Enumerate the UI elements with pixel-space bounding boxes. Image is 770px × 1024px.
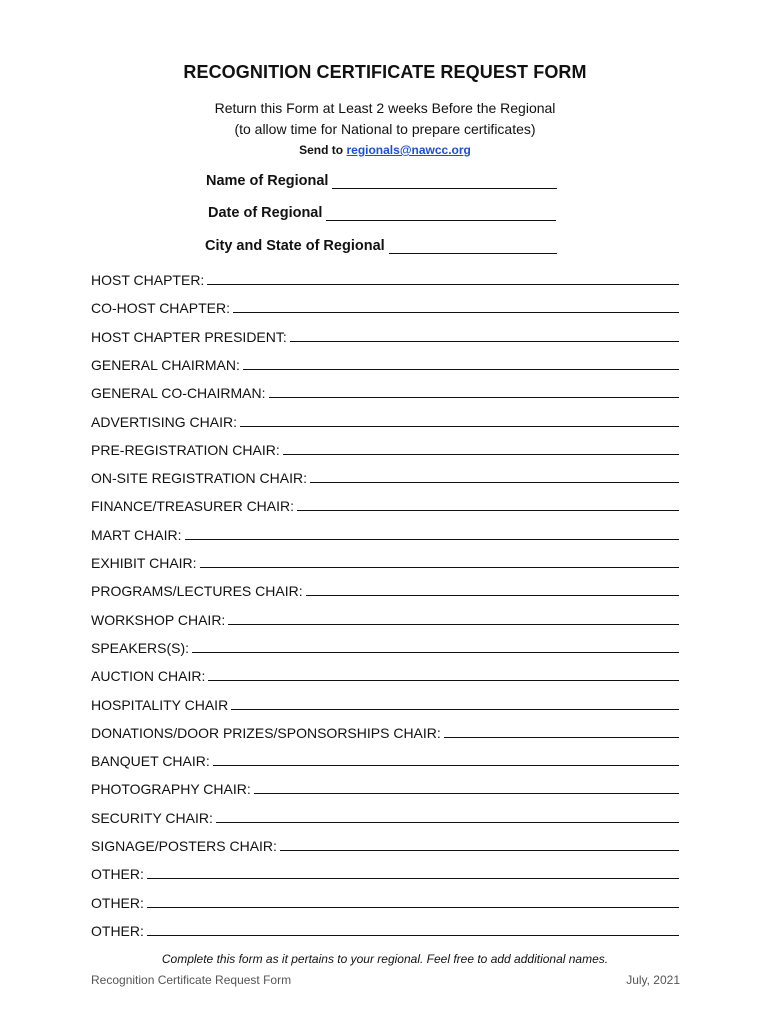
role-row <box>91 749 679 769</box>
role-row <box>91 296 679 316</box>
role-input[interactable] <box>207 283 679 285</box>
role-row <box>91 325 679 345</box>
role-label: MART CHAIR: <box>91 526 182 543</box>
role-label: ADVERTISING CHAIR: <box>91 413 237 430</box>
role-label: GENERAL CHAIRMAN: <box>91 356 240 373</box>
role-label: SIGNAGE/POSTERS CHAIR: <box>91 838 277 854</box>
role-row <box>91 438 679 458</box>
regional-location-label: City and State of Regional <box>205 238 385 254</box>
role-label: OTHER: <box>91 866 144 883</box>
regional-location-input[interactable] <box>389 239 557 254</box>
role-row <box>91 579 679 599</box>
role-label: CO-HOST CHAPTER: <box>91 300 230 317</box>
role-input[interactable] <box>233 311 679 313</box>
role-input[interactable] <box>231 708 679 710</box>
role-row <box>91 693 679 713</box>
role-input[interactable] <box>147 934 679 936</box>
role-label: BANQUET CHAIR: <box>91 753 210 770</box>
role-row <box>91 494 679 514</box>
role-row <box>91 381 679 401</box>
role-input[interactable] <box>297 509 679 511</box>
role-label: FINANCE/TREASURER CHAIR: <box>91 498 295 515</box>
role-input[interactable] <box>216 821 679 823</box>
regional-name-field <box>206 173 557 189</box>
role-row <box>91 862 679 882</box>
send-to-email-link[interactable]: regionals@nawcc.org <box>346 143 471 157</box>
form-title: RECOGNITION CERTIFICATE REQUEST FORM <box>183 62 587 82</box>
role-input[interactable] <box>290 340 679 342</box>
role-row <box>91 891 679 911</box>
role-input[interactable] <box>200 566 679 568</box>
role-row <box>91 353 679 373</box>
role-input[interactable] <box>228 623 679 625</box>
role-input[interactable] <box>185 538 680 540</box>
role-row <box>91 777 679 797</box>
role-row <box>91 919 679 939</box>
send-to-label: Send to <box>299 143 344 157</box>
role-label: OTHER: <box>91 894 144 911</box>
role-label: SPEAKERS(S): <box>91 639 190 656</box>
role-label: HOST CHAPTER: <box>91 272 205 288</box>
role-input[interactable] <box>147 877 679 879</box>
role-input[interactable] <box>192 651 679 653</box>
role-input[interactable] <box>243 368 679 370</box>
role-row <box>91 268 679 288</box>
role-input[interactable] <box>310 481 679 483</box>
return-instruction: Return this Form at Least 2 weeks Before the Regional <box>214 100 556 116</box>
role-input[interactable] <box>147 906 679 908</box>
role-input[interactable] <box>280 849 679 851</box>
footer-form-name: Recognition Certificate Request Form <box>91 973 292 987</box>
role-row <box>91 523 679 543</box>
role-label: OTHER: <box>91 922 144 939</box>
role-input[interactable] <box>240 425 679 427</box>
role-row <box>91 410 679 430</box>
role-input[interactable] <box>254 792 679 794</box>
role-label: ON-SITE REGISTRATION CHAIR: <box>91 470 307 487</box>
role-label: EXHIBIT CHAIR: <box>91 555 197 571</box>
regional-date-input[interactable] <box>326 206 556 221</box>
role-label: GENERAL CO-CHAIRMAN: <box>91 385 266 402</box>
role-row <box>91 834 679 854</box>
role-row <box>91 664 679 684</box>
role-input[interactable] <box>444 736 679 738</box>
role-row <box>91 806 679 826</box>
role-row <box>91 551 679 571</box>
role-row <box>91 466 679 486</box>
role-label: PROGRAMS/LECTURES CHAIR: <box>91 583 303 600</box>
regional-name-label: Name of Regional <box>206 173 329 189</box>
role-input[interactable] <box>269 396 679 398</box>
role-label: PHOTOGRAPHY CHAIR: <box>91 781 251 798</box>
role-label: HOSPITALITY CHAIR <box>91 696 229 713</box>
regional-date-field <box>208 205 556 221</box>
role-label: SECURITY CHAIR: <box>91 809 213 826</box>
role-row <box>91 608 679 628</box>
footer-date: July, 2021 <box>626 973 680 987</box>
role-input[interactable] <box>213 764 679 766</box>
send-to-line <box>0 143 770 157</box>
role-input[interactable] <box>306 594 679 596</box>
preparation-note: (to allow time for National to prepare certificates) <box>234 121 536 137</box>
role-label: PRE-REGISTRATION CHAIR: <box>91 441 280 458</box>
regional-location-field <box>205 238 557 254</box>
regional-date-label: Date of Regional <box>208 205 323 221</box>
role-label: WORKSHOP CHAIR: <box>91 611 226 628</box>
role-input[interactable] <box>208 679 679 681</box>
role-label: AUCTION CHAIR: <box>91 668 206 685</box>
role-label: HOST CHAPTER PRESIDENT: <box>91 328 287 345</box>
role-input[interactable] <box>283 453 679 455</box>
role-row <box>91 721 679 741</box>
role-label: DONATIONS/DOOR PRIZES/SPONSORSHIPS CHAIR: <box>91 724 441 741</box>
completion-note: Complete this form as it pertains to your regional. Feel free to add additional names. <box>161 952 609 966</box>
regional-name-input[interactable] <box>332 174 557 189</box>
role-row <box>91 636 679 656</box>
